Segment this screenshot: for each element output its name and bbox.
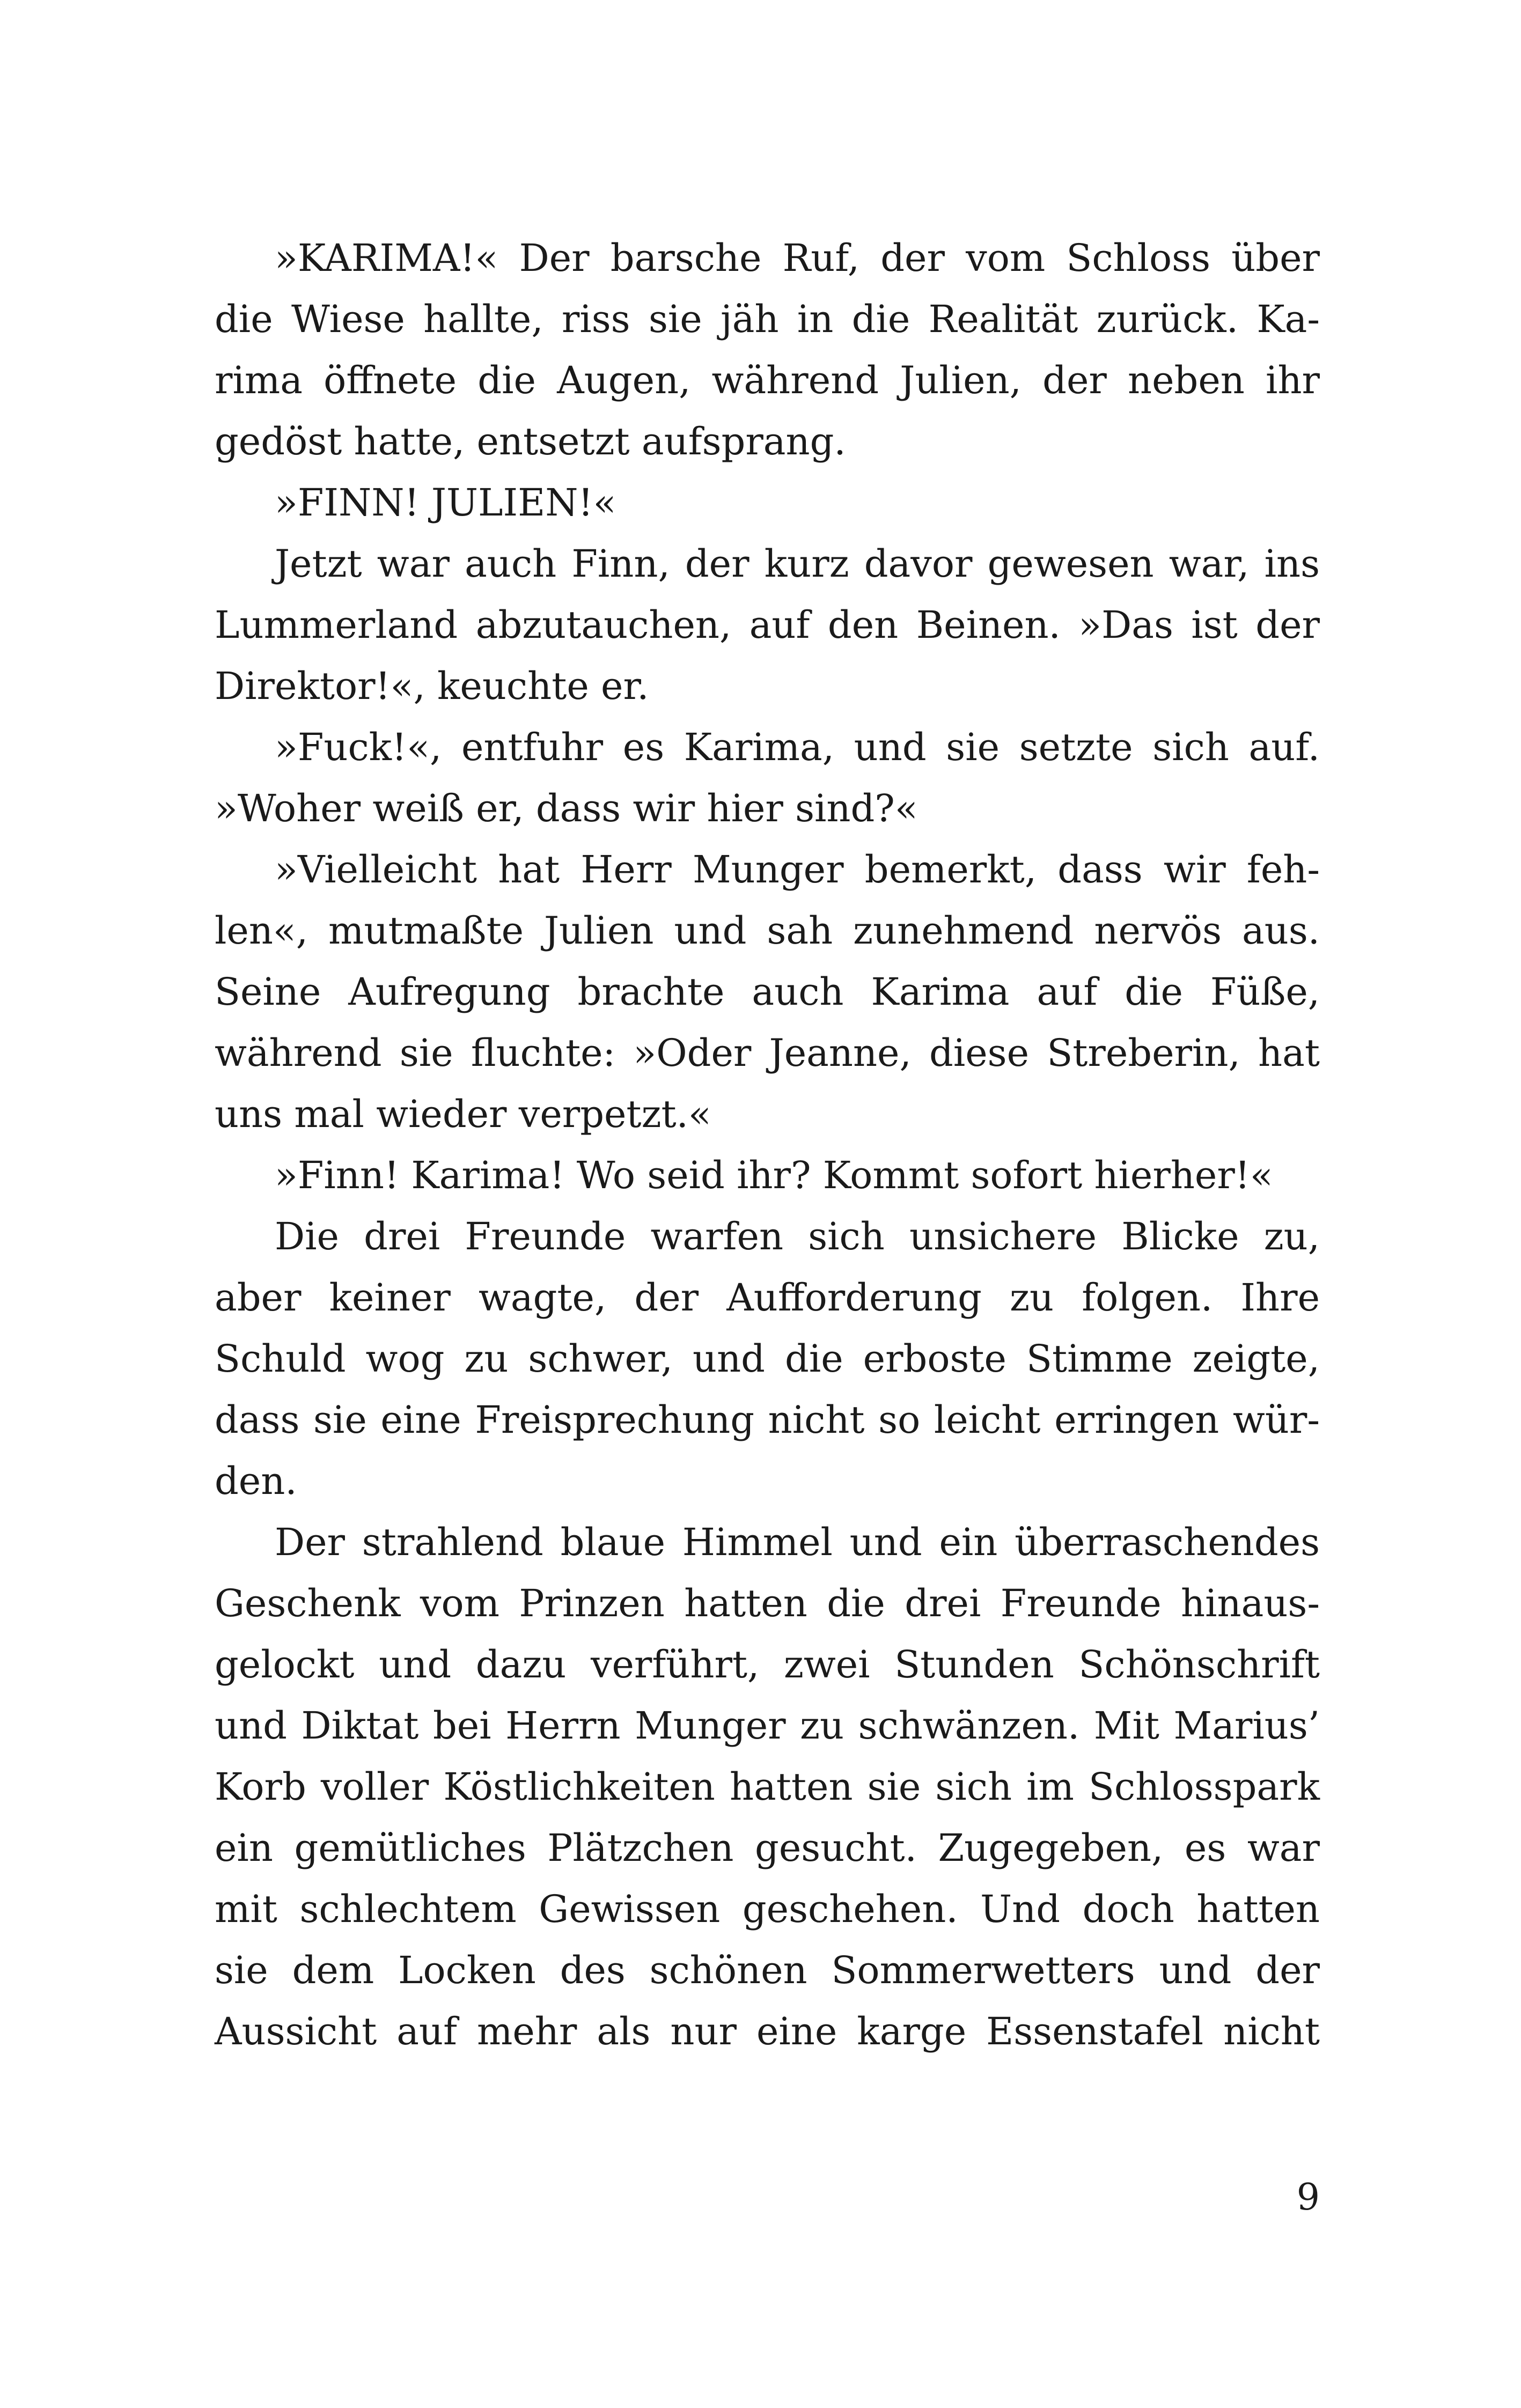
text-line: Die drei Freunde warfen sich unsichere Blicke zu, bbox=[275, 1214, 1320, 1258]
text-line: Korb voller Köstlichkeiten hatten sie sich im Schlosspark bbox=[215, 1765, 1320, 1809]
text-line: dass sie eine Freisprechung nicht so leicht erringen wür- bbox=[215, 1398, 1320, 1442]
text-line: »Fuck!«, entfuhr es Karima, und sie setzte sich auf. bbox=[275, 725, 1320, 769]
text-line: »KARIMA!« Der barsche Ruf, der vom Schloss über bbox=[275, 236, 1320, 280]
text-line: Jetzt war auch Finn, der kurz davor gewesen war, ins bbox=[275, 542, 1320, 586]
text-line: Seine Aufregung brachte auch Karima auf die Füße, bbox=[215, 970, 1320, 1014]
text-line: den. bbox=[215, 1459, 297, 1503]
text-line: Direktor!«, keuchte er. bbox=[215, 664, 649, 708]
text-line: gedöst hatte, entsetzt aufsprang. bbox=[215, 419, 846, 463]
text-line: mit schlechtem Gewissen geschehen. Und doch hatten bbox=[215, 1887, 1320, 1931]
text-line: len«, mutmaßte Julien und sah zunehmend nervös aus. bbox=[215, 909, 1320, 953]
text-line: Der strahlend blaue Himmel und ein überraschendes bbox=[275, 1520, 1320, 1564]
page-number: 9 bbox=[1296, 2176, 1320, 2219]
text-line: »FINN! JULIEN!« bbox=[275, 481, 616, 525]
text-line: während sie fluchte: »Oder Jeanne, diese Streberin, hat bbox=[215, 1031, 1320, 1075]
text-line: sie dem Locken des schönen Sommerwetters und der bbox=[215, 1948, 1320, 1992]
text-line: aber keiner wagte, der Aufforderung zu folgen. Ihre bbox=[215, 1276, 1320, 1320]
text-line: Schuld wog zu schwer, und die erboste Stimme zeigte, bbox=[215, 1337, 1320, 1381]
body-text bbox=[215, 227, 1320, 2062]
text-line: ein gemütliches Plätzchen gesucht. Zugegeben, es war bbox=[215, 1826, 1320, 1870]
text-line: Aussicht auf mehr als nur eine karge Essenstafel nicht bbox=[215, 2009, 1320, 2053]
text-line: und Diktat bei Herrn Munger zu schwänzen. Mit Marius’ bbox=[215, 1704, 1320, 1748]
text-line: rima öffnete die Augen, während Julien, der neben ihr bbox=[215, 358, 1320, 402]
text-line: gelockt und dazu verführt, zwei Stunden Schönschrift bbox=[215, 1643, 1320, 1687]
text-line: »Finn! Karima! Wo seid ihr? Kommt sofort hierher!« bbox=[275, 1153, 1273, 1197]
text-line: Geschenk vom Prinzen hatten die drei Freunde hinaus- bbox=[215, 1581, 1320, 1625]
text-line: die Wiese hallte, riss sie jäh in die Realität zurück. Ka- bbox=[215, 297, 1320, 341]
text-line: uns mal wieder verpetzt.« bbox=[215, 1092, 711, 1136]
text-line: Lummerland abzutauchen, auf den Beinen. »Das ist der bbox=[215, 603, 1320, 647]
text-line: »Vielleicht hat Herr Munger bemerkt, dass wir feh- bbox=[275, 848, 1320, 892]
text-line: »Woher weiß er, dass wir hier sind?« bbox=[215, 786, 918, 830]
